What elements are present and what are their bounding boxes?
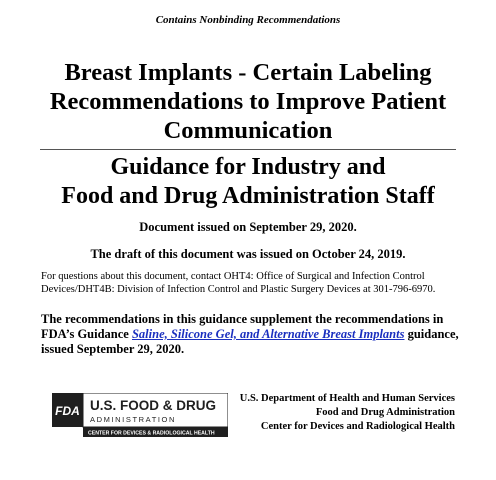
title-line-3: Communication [163,117,333,144]
hhs-line-3: Center for Devices and Radiological Health [260,421,455,432]
supplement-text-after: guidance, issued September 29, 2020. [41,327,459,356]
subtitle-line-2: Food and Drug Administration Staff [61,183,435,209]
fda-logo-line1: U.S. FOOD & DRUG [90,398,217,413]
title-line-1: Breast Implants - Certain Labeling [64,59,432,86]
fda-logo-line3: CENTER FOR DEVICES & RADIOLOGICAL HEALTH [88,430,215,437]
contact-paragraph: For questions about this document, contact OHT4: Office of Surgical and Infection Control Devices/DHT4B: Division of Infection Control and Plastic Surgery Devices at 301-796-6970. [41,271,436,295]
title-line-2: Recommendations to Improve Patient [49,88,447,115]
hhs-line-1: U.S. Department of Health and Human Services [239,393,455,404]
draft-date: The draft of this document was issued on October 24, 2019. [90,247,406,261]
title-divider [40,149,456,150]
issued-date: Document issued on September 29, 2020. [139,220,357,234]
document-subtitle [30,153,466,211]
fda-logo [52,393,228,437]
nonbinding-banner: Contains Nonbinding Recommendations [155,14,341,26]
hhs-line-2: Food and Drug Administration [315,407,455,418]
fda-logo-line2: ADMINISTRATION [90,415,177,424]
supplement-paragraph [41,312,459,357]
supplement-text-before: The recommendations in this guidance supplement the recommendations in FDA’s Guidance [41,312,444,341]
document-title [30,58,466,145]
breast-implants-guidance-link[interactable]: Saline, Silicone Gel, and Alternative Breast Implants [131,327,405,341]
hhs-block [238,392,455,434]
fda-mark-text: FDA [55,404,80,418]
subtitle-line-1: Guidance for Industry and [110,154,386,180]
